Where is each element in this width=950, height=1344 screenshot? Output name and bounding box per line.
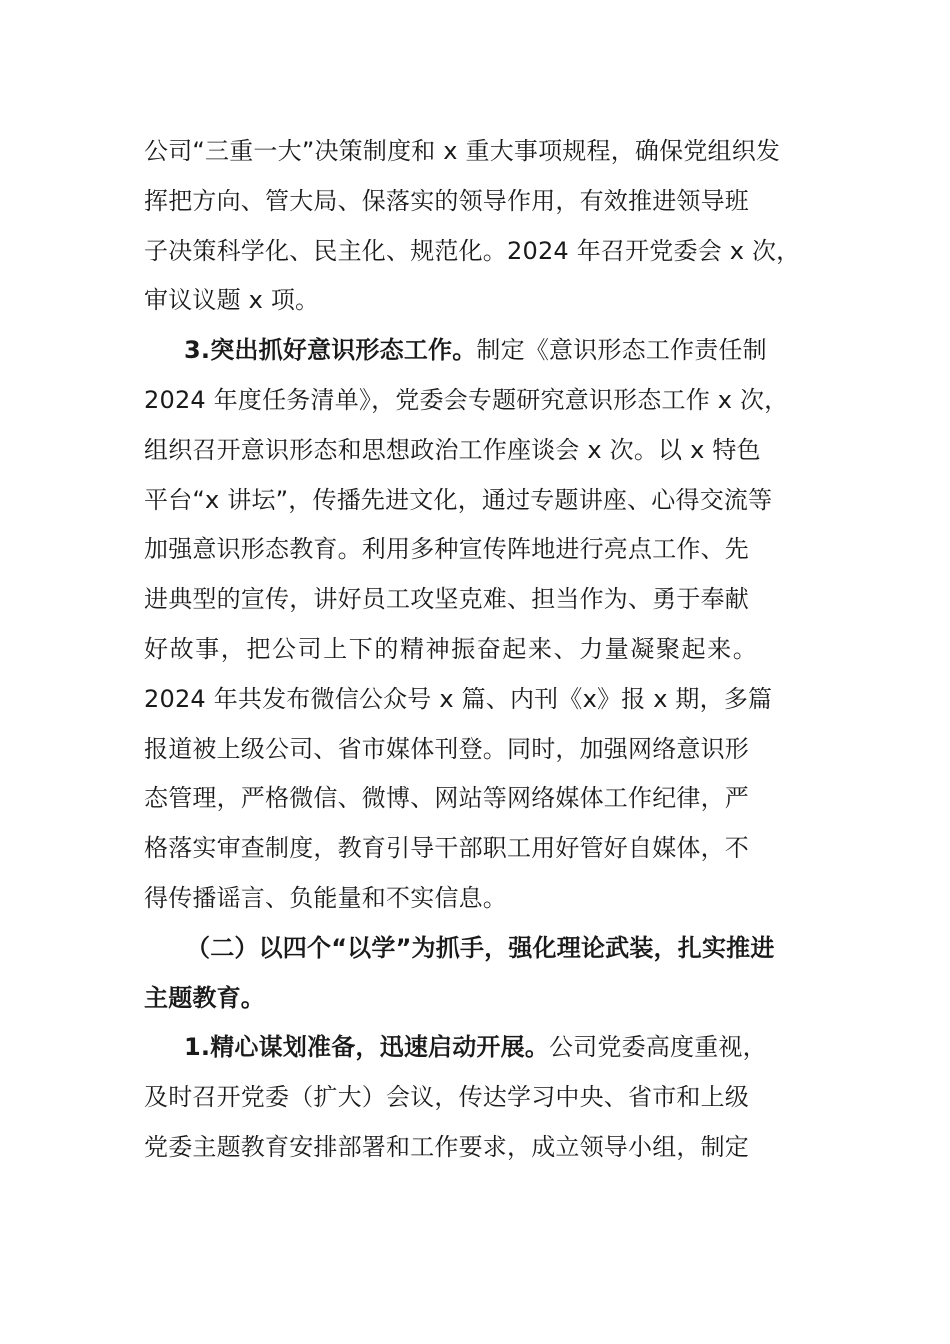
paragraph-line xyxy=(144,725,844,775)
paragraph-line xyxy=(144,874,844,924)
paragraph-line xyxy=(144,774,844,824)
paragraph-line xyxy=(144,675,844,725)
line-text: 组织召开意识形态和思想政治工作座谈会 x 次。以 x 特色 xyxy=(144,435,761,464)
paragraph-line xyxy=(144,1123,844,1173)
line-text: 态管理，严格微信、微博、网站等网络媒体工作纪律，严 xyxy=(144,784,749,813)
paragraph-line xyxy=(144,824,844,874)
line-text: 子决策科学化、民主化、规范化。2024 年召开党委会 x 次， xyxy=(144,236,801,265)
line-text: 进典型的宣传，讲好员工攻坚克难、担当作为、勇于奉献 xyxy=(144,585,749,614)
line-text: 得传播谣言、负能量和不实信息。 xyxy=(144,883,507,912)
line-text: 报道被上级公司、省市媒体刊登。同时，加强网络意识形 xyxy=(144,734,749,763)
line-text: 公司“三重一大”决策制度和 x 重大事项规程，确保党组织发 xyxy=(144,137,781,165)
paragraph-line xyxy=(144,127,844,177)
line-text: 2024 年度任务清单》，党委会专题研究意识形态工作 x 次， xyxy=(144,385,789,414)
heading-text: （二）以四个“以学”为抓手，强化理论武装，扎实推进 xyxy=(186,933,775,962)
line-text: 平台“x 讲坛”，传播先进文化，通过专题讲座、心得交流等 xyxy=(144,485,773,514)
line-text: 制定《意识形态工作责任制 xyxy=(476,336,767,365)
paragraph-line xyxy=(144,525,844,575)
line-text: 党委主题教育安排部署和工作要求，成立领导小组，制定 xyxy=(144,1132,749,1161)
line-text: 格落实审查制度，教育引导干部职工用好管好自媒体，不 xyxy=(144,834,749,863)
line-text: 加强意识形态教育。利用多种宣传阵地进行亮点工作、先 xyxy=(144,535,749,564)
heading-text: 主题教育。 xyxy=(144,983,265,1012)
paragraph-line xyxy=(144,1023,844,1073)
paragraph-line xyxy=(144,326,844,376)
paragraph-line xyxy=(144,227,844,277)
section-heading xyxy=(144,974,844,1024)
document-body xyxy=(144,127,844,1173)
line-text: 挥把方向、管大局、保落实的领导作用，有效推进领导班 xyxy=(144,186,749,215)
subsection-heading: 1.精心谋划准备，迅速启动开展。 xyxy=(184,1033,550,1062)
subsection-heading: 3.突出抓好意识形态工作。 xyxy=(184,336,477,365)
line-text: 审议议题 x 项。 xyxy=(144,286,320,315)
paragraph-line xyxy=(144,575,844,625)
line-text: 及时召开党委（扩大）会议，传达学习中央、省市和上级 xyxy=(144,1083,749,1112)
paragraph-line xyxy=(144,376,844,426)
line-text: 2024 年共发布微信公众号 x 篇、内刊《x》报 x 期，多篇 xyxy=(144,684,773,713)
paragraph-line xyxy=(144,426,844,476)
line-text: 公司党委高度重视， xyxy=(549,1033,767,1062)
paragraph-line xyxy=(144,476,844,526)
line-text: 好故事，把公司上下的精神振奋起来、力量凝聚起来。 xyxy=(144,634,759,663)
paragraph-line xyxy=(144,276,844,326)
section-heading xyxy=(144,924,844,974)
paragraph-line xyxy=(144,1073,844,1123)
paragraph-line xyxy=(144,625,844,675)
paragraph-line xyxy=(144,177,844,227)
